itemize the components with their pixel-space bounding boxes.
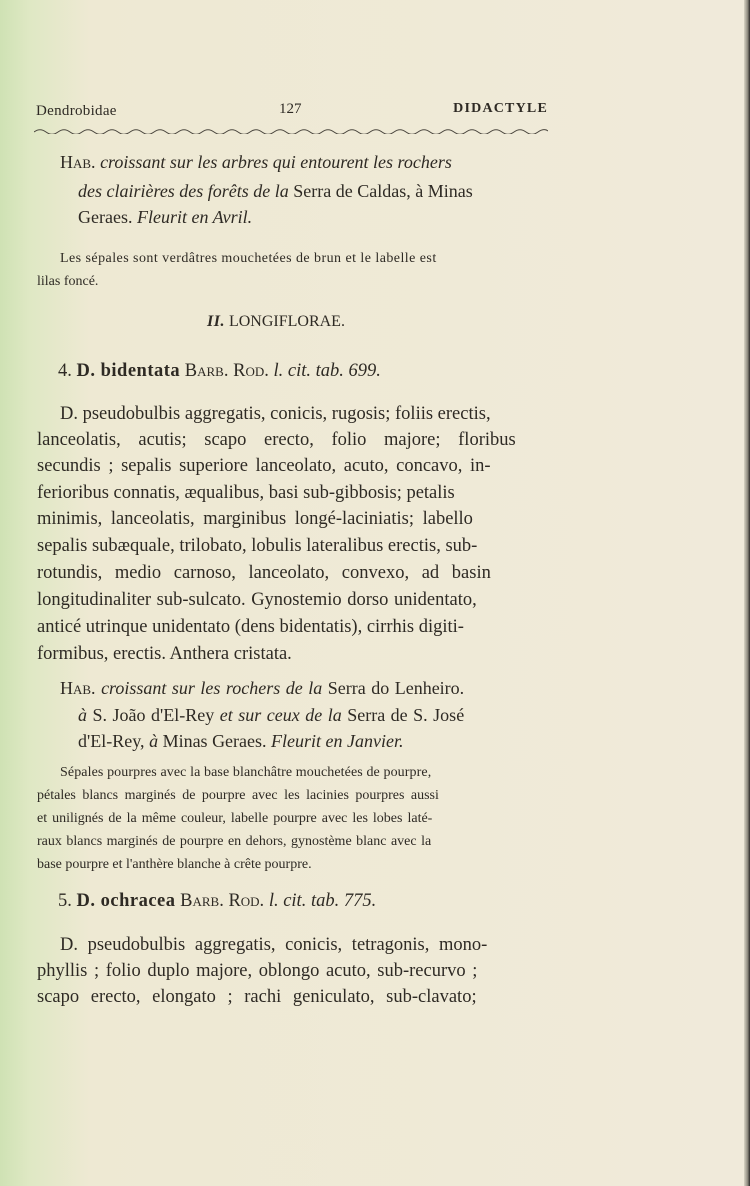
page-number: 127 — [279, 101, 302, 117]
desc4-line: anticé utrinque unidentato (dens bidentatis), cirrhis digiti- — [37, 617, 464, 637]
hab2-line3: d'El-Rey, à Minas Geraes. Fleurit en Janvier. — [78, 731, 404, 751]
hab2-line2: à S. João d'El-Rey et sur ceux de la Serra de S. José — [78, 705, 465, 725]
desc4-line: rotundis, medio carnoso, lanceolato, convexo, ad basin — [37, 563, 491, 583]
hab2-line1: Hab. croissant sur les rochers de la Serra do Lenheiro. — [60, 678, 465, 698]
note2-line: Sépales pourpres avec la base blanchâtre mouchetées de pourpre, — [60, 765, 432, 780]
note1-line2: lilas foncé. — [37, 274, 99, 289]
page-edge-shadow — [744, 0, 750, 1186]
header-family: Dendrobidae — [36, 103, 117, 119]
header-rule — [34, 128, 548, 134]
section-heading: II. LONGIFLORAE. — [207, 313, 345, 330]
desc5-line: D. pseudobulbis aggregatis, conicis, tetragonis, mono- — [60, 935, 488, 955]
note1-line1: Les sépales sont verdâtres mouchetées de brun et le labelle est — [60, 251, 437, 266]
desc5-line: phyllis ; folio duplo majore, oblongo acuto, sub-recurvo ; — [37, 961, 478, 981]
note2-line: pétales blancs marginés de pourpre avec les lacinies pourpres aussi — [37, 788, 439, 803]
desc4-line: lanceolatis, acutis; scapo erecto, folio majore; floribus — [37, 430, 516, 450]
desc4-line: longitudinaliter sub-sulcato. Gynostemio dorso unidentato, — [37, 590, 477, 610]
desc4-line: ferioribus connatis, æqualibus, basi sub-gibbosis; petalis — [37, 483, 455, 503]
desc4-line: sepalis subæquale, trilobato, lobulis lateralibus erectis, sub- — [37, 536, 478, 556]
species5-heading: 5. D. ochracea Barb. Rod. l. cit. tab. 775. — [58, 891, 377, 911]
note2-line: base pourpre et l'anthère blanche à crête pourpre. — [37, 857, 312, 872]
hab1-line2: des clairières des forêts de la Serra de Caldas, à Minas — [78, 181, 473, 201]
hab1-line1: Hab. croissant sur les arbres qui entourent les rochers — [60, 152, 452, 172]
running-header — [36, 101, 548, 123]
note2-line: et unilignés de la même couleur, labelle pourpre avec les lobes laté- — [37, 811, 433, 826]
desc4-line: secundis ; sepalis superiore lanceolato, acuto, concavo, in- — [37, 456, 491, 476]
note2-line: raux blancs marginés de pourpre en dehors, gynostème blanc avec la — [37, 834, 432, 849]
desc4-line: formibus, erectis. Anthera cristata. — [37, 644, 292, 664]
desc5-line: scapo erecto, elongato ; rachi geniculato, sub-clavato; — [37, 987, 477, 1007]
species4-heading: 4. D. bidentata Barb. Rod. l. cit. tab. 699. — [58, 361, 381, 381]
desc4-line: D. pseudobulbis aggregatis, conicis, rugosis; foliis erectis, — [60, 404, 491, 424]
header-section: DIDACTYLE — [453, 101, 548, 116]
hab1-line3: Geraes. Fleurit en Avril. — [78, 207, 253, 227]
desc4-line: minimis, lanceolatis, marginibus longé-laciniatis; labello — [37, 509, 473, 529]
